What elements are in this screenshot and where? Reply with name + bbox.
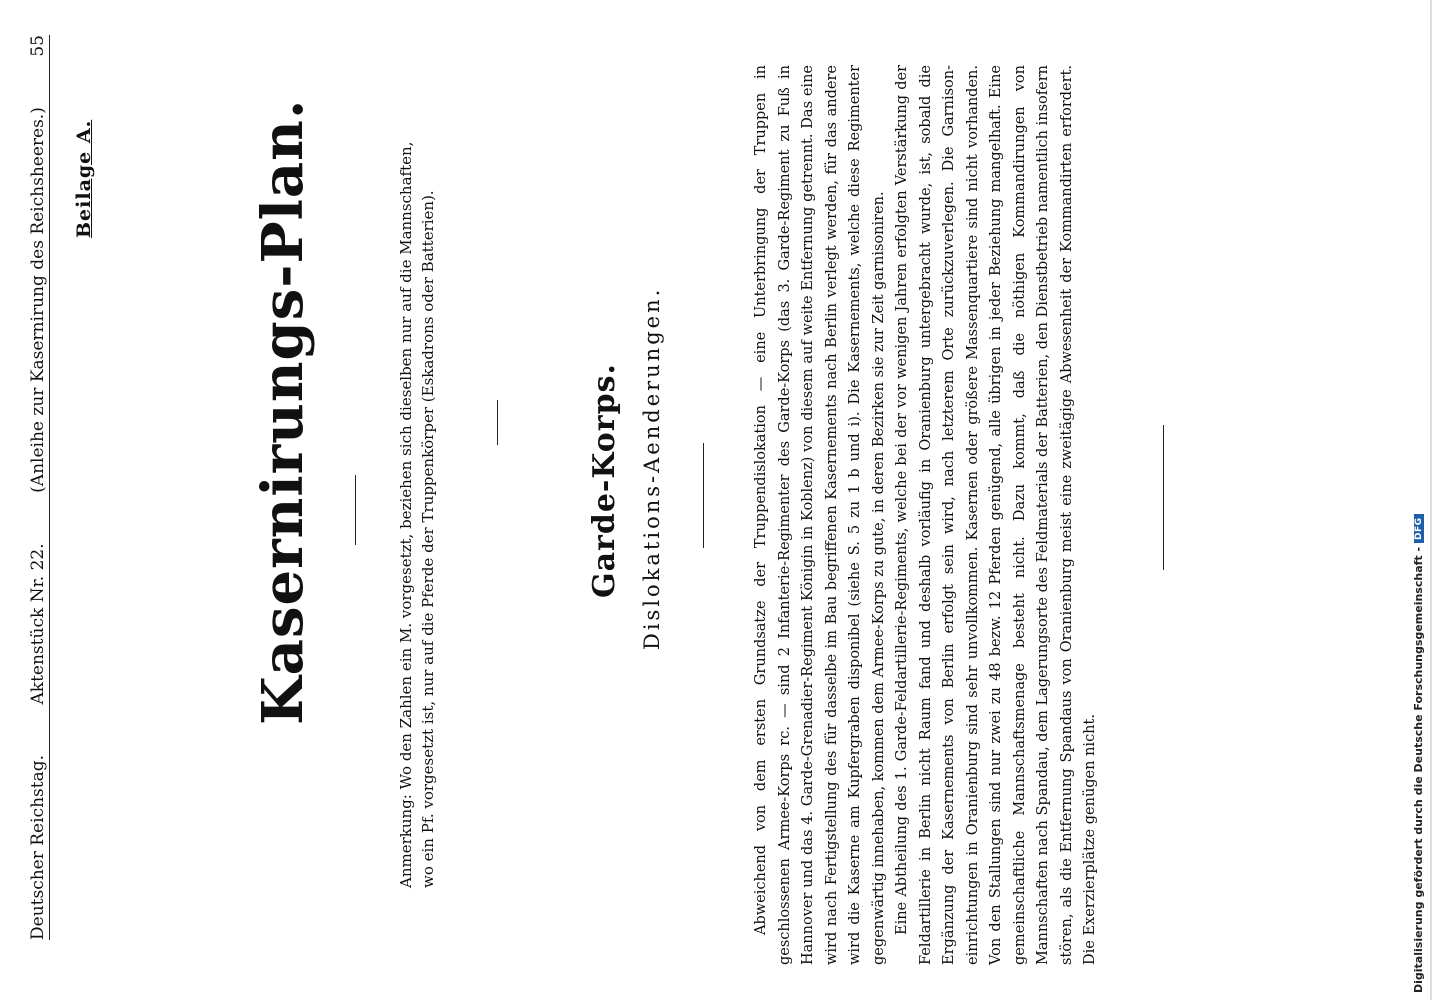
note-text: Wo den Zahlen ein M. vorgesetzt, beziehen sich dieselben nur auf die Mannschaften, wo ein Pf. vorgesetzt ist, nur auf die Pferde der Truppenkörper (Eskadrons oder Batterien).	[397, 141, 437, 888]
divider-1	[355, 475, 356, 545]
note	[395, 118, 439, 888]
end-rule	[1163, 425, 1164, 570]
header-right: (Anleihe zur Kasernirung des Reichsheeres.)	[28, 107, 48, 493]
divider-2	[497, 400, 498, 445]
note-label: Anmerkung:	[397, 794, 415, 888]
body-text	[750, 65, 1103, 965]
page-number: 55	[28, 35, 48, 57]
paragraph-1: Abweichend von dem ersten Grundsatze der Truppendislokation — eine Unterbringung der Truppen in geschlossenen Armee-Korps rc. — sind 2 Infanterie-Regimenter des Garde-Korps (das 3. Garde-Regiment zu Fuß in Hannover und das 4. Garde-Grenadier-Regiment Königin in Koblenz) von diesem auf weite Entfernung getrennt. Das eine wird nach Fertigstellung des für dasselbe im Bau begriffenen Kasernements nach Berlin verlegt werden, für das andere wird die Kaserne am Kupfergraben disponibel (siehe S. 5 zu 1 b und i). Die Kasernements, welche diese Regimenter gegenwärtig innehaben, kommen dem Armee-Korps zu gute, in deren Bezirken sie zur Zeit garnisoniren.	[753, 65, 887, 965]
section-subtitle: Dislokations-Aenderungen.	[640, 286, 664, 650]
digitization-credit	[1412, 514, 1425, 993]
divider-3	[703, 443, 704, 548]
header-left: Deutscher Reichstag.	[28, 755, 48, 940]
page-header	[28, 35, 48, 940]
page-title: Kasernirungs-Plan.	[250, 98, 316, 725]
credit-text: Digitalisierung gefördert durch die Deutsche Forschungsgemeinschaft -	[1412, 546, 1425, 993]
paragraph-2: Eine Abtheilung des 1. Garde-Feldartillerie-Regiments, welche bei der vor wenigen Jahren erfolgten Verstärkung der Feldartillerie in Berlin nicht Raum fand und deshalb vorläufig in Oranienburg untergebracht wurde, ist, sobald die Ergänzung der Kasernements von Berlin erfolgt sein wird, nach letzterem Orte zurückzuverlegen. Die Garnison-einrichtungen in Oranienburg sind sehr unvollkommen. Kasernen oder größere Massenquartiere sind nicht vorhanden. Von den Stallungen sind nur zwei zu 48 bezw. 12 Pferden genügend, alle übrigen in jeder Beziehung mangelhaft. Eine gemeinschaftliche Mannschaftsmenage besteht nicht. Dazu kommt, daß die nöthigen Kommandirungen von Mannschaften nach Spandau, dem Lagerungsorte des Feldmaterials der Batterien, den Dienstbetrieb namentlich insofern stören, als die Entfernung Spandaus von Oranienburg meist eine zweitägige Abwesenheit der Kommandirten erfordert. Die Exerzierplätze genügen nicht.	[894, 65, 1098, 965]
dfg-logo: DFG	[1414, 514, 1424, 543]
header-middle: Aktenstück Nr. 22.	[28, 543, 48, 705]
header-rule	[49, 35, 50, 940]
beilage-label: Beilage A.	[73, 119, 95, 238]
section-title: Garde-Korps.	[587, 363, 622, 598]
